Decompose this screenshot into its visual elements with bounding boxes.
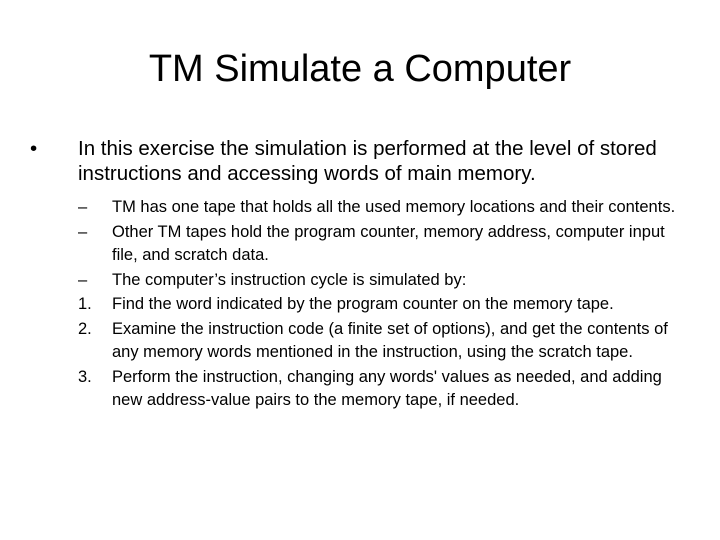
numbered-item-text: Examine the instruction code (a finite set of options), and get the contents of any memory words mentioned in the instruction, using the scratch tape.: [112, 319, 668, 361]
sub-bullet-list: [78, 196, 680, 413]
slide-body: [30, 136, 680, 414]
number-marker: 2.: [78, 319, 92, 338]
sub-bullet-item: [78, 269, 680, 293]
numbered-item: [78, 293, 680, 317]
dash-marker: –: [78, 222, 88, 241]
sub-bullet-text: Other TM tapes hold the program counter, memory address, computer input file, and scratch data.: [112, 222, 665, 264]
number-marker: 3.: [78, 367, 92, 386]
bullet-item: [30, 136, 680, 186]
sub-bullet-item: [78, 196, 680, 220]
slide-title: TM Simulate a Computer: [148, 48, 572, 90]
number-marker: 1.: [78, 295, 92, 313]
numbered-item-text: Find the word indicated by the program counter on the memory tape.: [112, 295, 614, 313]
dash-marker: –: [78, 270, 88, 289]
numbered-item-text: Perform the instruction, changing any words' values as needed, and adding new address-value pairs to the memory tape, if needed.: [112, 367, 662, 409]
sub-bullet-item: [78, 221, 680, 268]
numbered-item: [78, 318, 680, 365]
sub-bullet-text: TM has one tape that holds all the used memory locations and their contents.: [112, 198, 676, 216]
bullet-marker: •: [30, 137, 38, 160]
bullet-text: In this exercise the simulation is performed at the level of stored instructions and accessing words of main memory.: [78, 137, 657, 185]
sub-bullet-text: The computer’s instruction cycle is simulated by:: [112, 270, 467, 289]
dash-marker: –: [78, 198, 88, 216]
numbered-item: [78, 366, 680, 413]
